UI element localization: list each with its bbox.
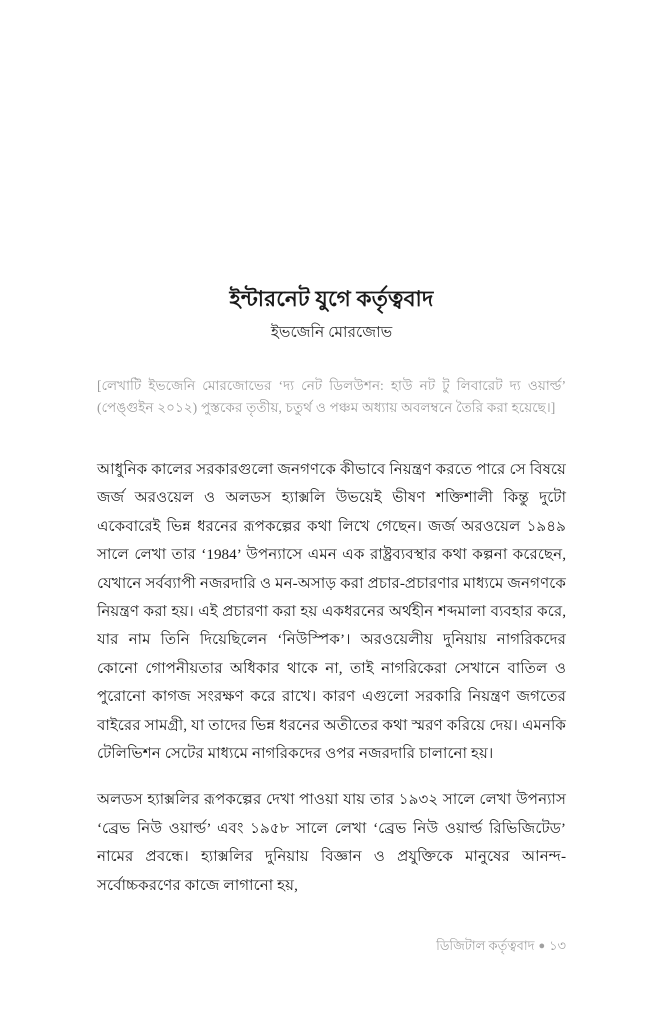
footer-book-title: ডিজিটাল কর্তৃত্ববাদ [436, 938, 535, 953]
paragraph: অলডস হ্যাক্সলির রূপকল্পের দেখা পাওয়া যায় তার ১৯৩২ সালে লেখা উপন্যাস ‘ব্রেভ নিউ ওয়ার্ল্ড’ এবং ১৯৫৮ সালে লেখা ‘ব্রেভ নিউ ওয়ার্ল্ড রিভিজিটেড’ নামের প্রবন্ধে। হ্যাক্সলির দুনিয়ায় বিজ্ঞান ও প্রযুক্তিকে মানুষের আনন্দ-সর্বোচ্চকরণের কাজে লাগানো হয়, [97, 791, 566, 894]
body-text [97, 456, 566, 900]
source-note: [লেখাটি ইভজেনি মোরজোভের ‘দ্য নেট ডিলউশন: হাউ নট টু লিবারেট দ্য ওয়ার্ল্ড’ (পেঙ্গুইন ২০১২) পুস্তকের তৃতীয়, চতুর্থ ও পঞ্চম অধ্যায় অবলম্বনে তৈরি করা হয়েছে।] [97, 378, 566, 416]
chapter-author: ইভজেনি মোরজোভ [270, 324, 393, 341]
footer-page-number: ১৩ [549, 938, 566, 953]
page-content [97, 0, 566, 1024]
paragraph: আধুনিক কালের সরকারগুলো জনগণকে কীভাবে নিয়ন্ত্রণ করতে পারে সে বিষয়ে জর্জ অরওয়েল ও অলডস হ্যাক্সলি উভয়েই ভীষণ শক্তিশালী কিন্তু দুটো একেবারেই ভিন্ন ধরনের রূপকল্পের কথা লিখে গেছেন। জর্জ অরওয়েল ১৯৪৯ সালে লেখা তার ‘1984’ উপন্যাসে এমন এক রাষ্ট্রব্যবস্থার কথা কল্পনা করেছেন, যেখানে সর্বব্যাপী নজরদারি ও মন-অসাড় করা প্রচার-প্রচারণার মাধ্যমে জনগণকে নিয়ন্ত্রণ করা হয়। এই প্রচারণা করা হয় একধরনের অর্থহীন শব্দমালা ব্যবহার করে, যার নাম তিনি দিয়েছিলেন ‘নিউস্পিক’। অরওয়েলীয় দুনিয়ায় নাগরিকদের কোনো গোপনীয়তার অধিকার থাকে না, তাই নাগরিকেরা সেখানে বাতিল ও পুরোনো কাগজ সংরক্ষণ করে রাখে। কারণ এগুলো সরকারি নিয়ন্ত্রণ জগতের বাইরের সামগ্রী, যা তাদের ভিন্ন ধরনের অতীতের কথা স্মরণ করিয়ে দেয়। এমনকি টেলিভিশন সেটের মাধ্যমে নাগরিকদের ওপর নজরদারি চালানো হয়। [97, 461, 566, 763]
footer-separator-bullet: ● [538, 940, 546, 952]
chapter-title: ইন্টারনেট যুগে কর্তৃত্ববাদ [229, 287, 434, 311]
page-footer [97, 938, 566, 954]
